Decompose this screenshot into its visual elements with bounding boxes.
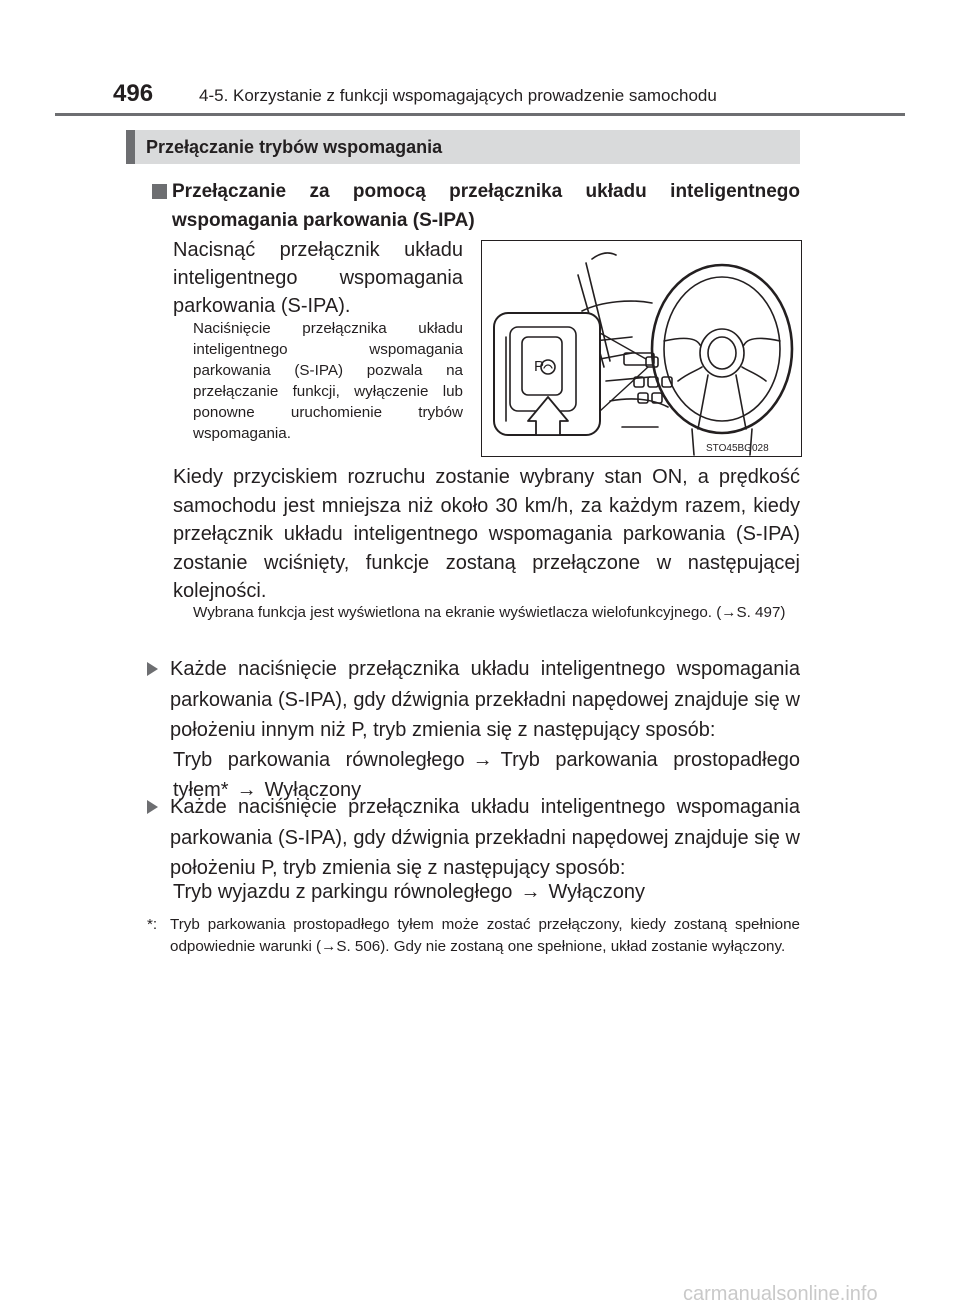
- step-note: Naciśnięcie przełącznika układu inteligentnego wspomagania parkowania (S-IPA) pozwala na przełączanie funkcji, wyłączenie lub ponowne uruchomienie trybów wspomagania.: [193, 320, 463, 442]
- bullet-text: Każde naciśnięcie przełącznika układu inteligentnego wspomagania parkowania (S-IPA), gdy dźwignia przekładni napędowej znajduje się w położeniu innym niż P, tryb zmienia się z następujący sposób:: [170, 658, 800, 741]
- mode-item: Wyłączony: [264, 779, 362, 801]
- watermark: carmanualsonline.info: [683, 1283, 878, 1305]
- mode-sequence: [173, 877, 800, 907]
- body-paragraph: Kiedy przyciskiem rozruchu zostanie wybrany stan ON, a prędkość samochodu jest mniejsza niż około 30 km/h, za każdym razem, kiedy przełącznik układu inteligentnego wspomagania parkowania (S-IPA) zostanie wciśnięty, funkcje zostaną przełączone w następującej kolejności.: [173, 466, 800, 602]
- footnote-text: [147, 914, 800, 957]
- subsection-heading: [152, 177, 800, 235]
- square-bullet-icon: [152, 184, 167, 199]
- arrow-icon: →: [472, 749, 493, 771]
- arrow-icon: →: [520, 881, 541, 903]
- section-accent: [126, 130, 135, 164]
- steering-wheel-illustration: [482, 241, 801, 456]
- triangle-bullet-icon: [147, 800, 158, 814]
- bullet-item: [147, 792, 800, 884]
- page-header: [0, 0, 960, 118]
- page-number: 496: [113, 80, 154, 107]
- footnote-text-suffix: S. 506). Gdy nie zostaną one spełnione, układ zostanie wyłączony.: [336, 937, 786, 955]
- bullet-item: [147, 654, 800, 746]
- arrow-icon: →: [721, 604, 737, 621]
- step-instruction: Nacisnąć przełącznik układu inteligentnego wspomagania parkowania (S-IPA).: [173, 239, 463, 317]
- arrow-icon: →: [236, 779, 257, 801]
- figure-code: STO45BG028: [706, 443, 769, 454]
- triangle-bullet-icon: [147, 662, 158, 676]
- header-rule: [55, 113, 905, 116]
- section-bar: [126, 130, 800, 164]
- display-note: [193, 602, 800, 624]
- subsection-heading-text: Przełączanie za pomocą przełącznika układu inteligentnego wspomagania parkowania (S-IPA): [172, 181, 800, 231]
- display-note-prefix: Wybrana funkcja jest wyświetlona na ekranie wyświetlacza wielofunkcyjnego. (: [193, 604, 722, 621]
- chapter-title: 4-5. Korzystanie z funkcji wspomagających prowadzenie samochodu: [199, 86, 717, 105]
- footnote: [147, 914, 800, 957]
- arrow-icon: →: [321, 937, 337, 955]
- mode-item: Tryb wyjazdu z parkingu równoległego: [173, 881, 513, 903]
- display-note-ref: S. 497): [736, 604, 786, 621]
- bullet-text: Każde naciśnięcie przełącznika układu inteligentnego wspomagania parkowania (S-IPA), gdy dźwignia przekładni napędowej znajduje się w położeniu P, tryb zmienia się z następujący sposób:: [170, 796, 800, 879]
- footnote-mark: *:: [147, 916, 158, 933]
- switch-label: P: [534, 358, 545, 375]
- dashboard-figure: [481, 240, 802, 457]
- mode-item: Wyłączony: [548, 881, 645, 903]
- section-title: Przełączanie trybów wspomagania: [146, 137, 443, 157]
- footnote-text-prefix: Tryb parkowania prostopadłego tyłem może zostać przełączony, kiedy zostaną spełnione odpowiednie warunki (: [170, 916, 800, 955]
- mode-item: Tryb parkowania prostopadłego tyłem*: [173, 749, 800, 801]
- mode-item: Tryb parkowania równoległego: [173, 749, 465, 771]
